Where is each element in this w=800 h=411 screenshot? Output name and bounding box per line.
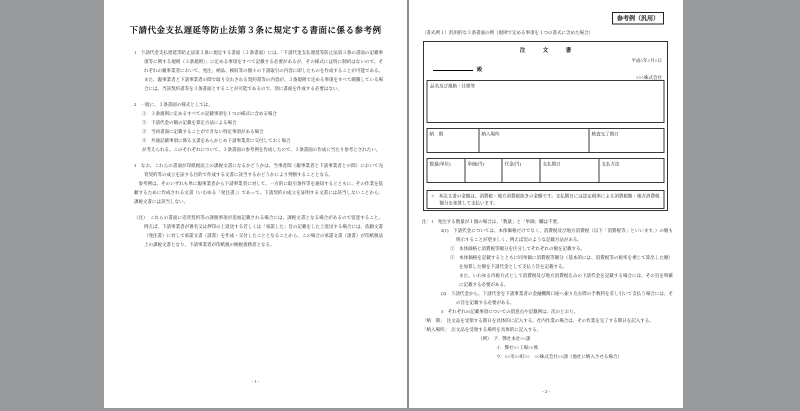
form-cell: 単価(円)	[465, 158, 503, 183]
page-1-number: - 1 -	[251, 379, 260, 384]
text-block: 3 それぞれの記載事項についての留意点や記載例は、次のとおり。	[441, 309, 579, 314]
form-cell: 数量(単位)	[427, 158, 466, 183]
form-cell: 支払期日	[540, 158, 600, 183]
text-block: 注：1 発注する数量が１個の場合は、「数量」と「単価」欄は不要。	[422, 219, 562, 224]
page-2-content	[409, 0, 683, 408]
item-spec-box: 品名及び規格・仕様等	[427, 80, 665, 123]
page-2-number: - 2 -	[542, 389, 550, 394]
page-2-notes	[422, 217, 673, 361]
text-block: (2) 下請代金から、下請代金を下請事業者の金融機関口座へ振り込む際の手数料を差し引いて支払う場合には、その旨を記載する必要がある。	[441, 291, 673, 305]
form-cell: 支払方法	[599, 158, 665, 183]
text-block: ② 下請代金の額の記載を算定方法による場合	[142, 120, 237, 125]
payment-row	[427, 158, 665, 183]
page-1-body	[134, 48, 383, 249]
text-block: 2(1) 下請代金については、本体価格だけでなく、消費税及び地方消費税（以下「消費税等」といいます。）の額も明示することが望ましく、例えば次のような記載方法がある。	[441, 228, 673, 242]
text-block: ④ 共通記載事項に係る文書をあらかじめ下請事業者に交付しておく場合	[142, 138, 291, 143]
form-cell: 納 期	[427, 128, 480, 153]
text-block: ① 本体価格と消費税等額分を区分してそれぞれの額を記載する。	[450, 246, 586, 251]
page-1	[104, 0, 407, 408]
text-block: 参考例は、そのいずれも単に親事業者から下請事業者に対して、一方的に取引条件等を通知するとともに、その作業を依頼するために作成される文書（いわゆる「発注書」）であって、下請契約の成立を証明する文書には該当しないことから、課税文書には該当しない。	[134, 181, 383, 204]
text-block: 3 なお、これらの書面が印紙税法上の課税文書になるかどうかは、当事者間（親事業者と下請事業者との間）において売買契約等の成立を証する目的で作成する文書に該当するかどうかにより判断することとなる。	[134, 163, 383, 177]
page-2	[409, 0, 683, 408]
text-block: ウ．○○市○○町○○ ○○株式会社○○課（他社に納入させる場合）	[496, 354, 622, 359]
addressee-blank-line	[433, 65, 473, 71]
tax-note-box: ○ 本注文書の金額は、消費税・地方消費税抜きの金額です。支払期日には法定税率による消費税額・地方消費税額分を加算して支払います。	[427, 190, 665, 209]
addressee-field	[433, 65, 482, 73]
addressee-suffix: 殿	[477, 67, 482, 73]
text-block: ③ 当初書面に記載することができない特定事項がある場合	[142, 129, 264, 134]
order-form-title: 注 文 書	[519, 47, 578, 54]
delivery-row	[427, 128, 665, 153]
document-title: 下請代金支払遅延等防止法第３条に規定する書面に係る参考例	[129, 25, 382, 35]
text-block: が考えられる。このそれぞれについて、３条書面の参考例を作成したので、３条書面の作成に当たり参考とされたい。	[142, 147, 381, 152]
text-block: イ．弊社○○工場○○係	[496, 345, 538, 350]
reference-example-badge: 参考例（汎用）	[612, 12, 664, 25]
text-block: （例） ア．弊社本社○○課	[478, 336, 531, 341]
text-block: 2 一般に、３条書面の様式としては、	[134, 102, 213, 107]
company-name: ○○○株式会社	[635, 75, 662, 80]
order-form-date: 平成○年○月○日	[631, 58, 662, 63]
form-cell: 代金(円)	[502, 158, 541, 183]
text-block: 「納入場所」 注文品を受領する場所を具体的に記入する。	[422, 327, 542, 332]
text-block: また、いわゆる内税方式として消費税及び地方消費税込みの下請代金を記載する場合には、その旨を明確に記載する必要がある。	[459, 273, 673, 287]
text-block: ① ３条規則に定めるすべての記載事項を１つの様式に含める場合	[142, 111, 277, 116]
page-1-content	[104, 0, 407, 408]
text-block: （注） これらの書面に売買契約等の課税事項が追加記載される場合には、課税文書となる場合があるので留意すること。例えば、下請事業者が署名又は押印の上返送する若しくは「承諾した」旨の記載をした上返送する場合には、依頼文書（発注書）に対して承諾文書（請書）を作成・交付したこととなることから、この場合の承諾文書（請書）が印紙税法上の課税文書となり、下請事業者が印紙税の納税義務者となる。	[134, 215, 383, 247]
order-form	[423, 41, 668, 211]
text-block: 1 下請代金支払遅延等防止法第３条に規定する書面（３条書面）には、「下請代金支払遅延等防止法第３条の書面の記載事項等に関する規則（３条規則）」に定める事項をすべて記載する必要があるが、その様式には特に制約はないので、それぞれの親事業者において、発注、納品、検収等の個々の下請取引の内容に即したものを作成することが可能である。また、親事業者と下請事業者の間で取り交わされる契約書等の内容が、３条規則で定める事項をすべて網羅している場合には、当該契約書等を３条書面とすることが可能であるので、別に書面を作成する必要はない。	[134, 50, 383, 91]
text-block: ② 本体価格を記載するとともに同単価に消費税等額分（基本的には、消費税等の税率を乗じて算出した額）を加算した額を下請代金として支払う旨を記載する。	[450, 255, 673, 269]
form-cell: 納入場所	[479, 128, 590, 153]
form-cell: 検査完了期日	[589, 128, 665, 153]
form-example-caption: （書式例１）汎用的な３条書面の例（規則で定める事項を１つの書式に含めた場合）	[422, 30, 594, 35]
text-block: 「納 期」 注文品を受領する期日を具体的に記入する。社内作業の場合は、その作業を完了する期日を記入する。	[422, 318, 654, 323]
